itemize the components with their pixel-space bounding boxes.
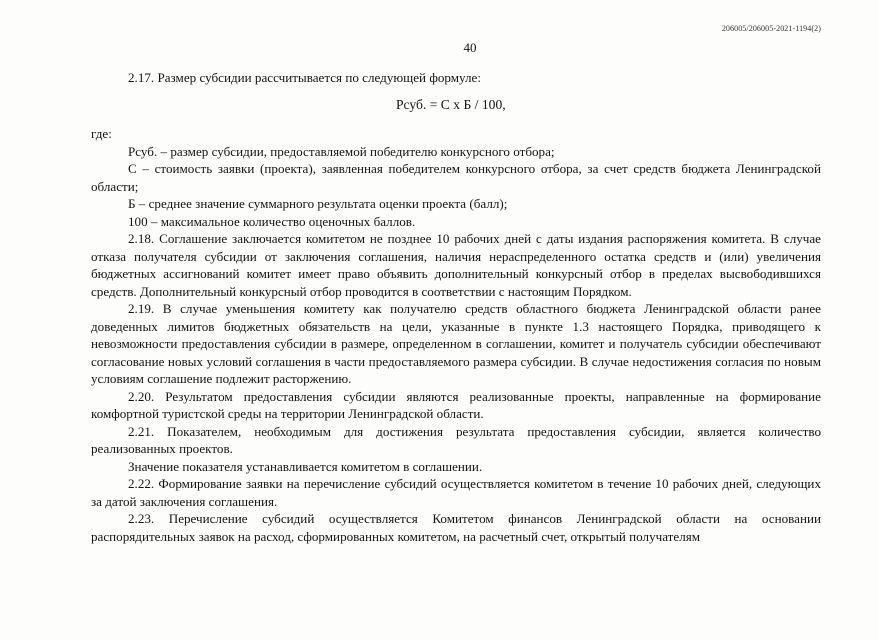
definition-100: 100 – максимальное количество оценочных баллов. xyxy=(128,213,416,229)
where-label: где: xyxy=(91,126,112,141)
paragraph-2-23: 2.23. Перечисление субсидий осуществляется Комитетом финансов Ленинградской области на основании распорядительных заявок на расход, сформированных комитетом, на расчетный счет, открытый получателям xyxy=(91,511,821,544)
paragraph-2-20: 2.20. Результатом предоставления субсидии являются реализованные проекты, направленные на формирование комфортной туристской среды на территории Ленинградской области. xyxy=(91,388,821,421)
subsidy-formula: Рсуб. = С х Б / 100, xyxy=(396,96,506,112)
definition-b: Б – среднее значение суммарного результата оценки проекта (балл); xyxy=(128,196,508,211)
paragraph-2-18: 2.18. Соглашение заключается комитетом не позднее 10 рабочих дней с даты издания распоряжения комитета. В случае отказа получателя субсидии от заключения соглашения, наличия нераспределенного остатка средств и (или) увеличения бюджетных ассигнований комитет имеет право объявить дополнительный конкурсный отбор в пределах высвободившихся средств. Дополнительный конкурсный отбор проводится в соответствии с настоящим Порядком. xyxy=(91,231,821,299)
paragraph-2-22: 2.22. Формирование заявки на перечисление субсидий осуществляется комитетом в течение 10 рабочих дней, следующих за датой заключения соглашения. xyxy=(91,476,821,509)
paragraph-2-17: 2.17. Размер субсидии рассчитывается по следующей формуле: xyxy=(128,70,481,85)
paragraph-2-21: 2.21. Показателем, необходимым для достижения результата предоставления субсидии, является количество реализованных проектов. xyxy=(91,423,821,456)
definition-c: С – стоимость заявки (проекта), заявленная победителем конкурсного отбора, за счет средств бюджета Ленинградской области; xyxy=(91,161,821,194)
paragraph-2-21-value: Значение показателя устанавливается комитетом в соглашении. xyxy=(128,458,483,474)
document-id: 206005/206005-2021-1194(2) xyxy=(721,24,821,33)
definition-rsub: Рсуб. – размер субсидии, предоставляемой победителю конкурсного отбора; xyxy=(128,143,555,159)
paragraph-2-19: 2.19. В случае уменьшения комитету как получателю средств областного бюджета Ленинградской области ранее доведенных лимитов бюджетных обязательств на цели, указанные в пункте 1.3 настоящего Порядка, приводящего к невозможности предоставления субсидии в размере, определенном в соглашении, комитет и получатель субсидии обеспечивают согласование новых условий соглашения в части предоставляемого размера субсидии. В случае недостижения согласия по новым условиям соглашение подлежит расторжению. xyxy=(91,301,821,386)
document-body xyxy=(91,69,821,545)
page-number: 40 xyxy=(463,40,477,55)
